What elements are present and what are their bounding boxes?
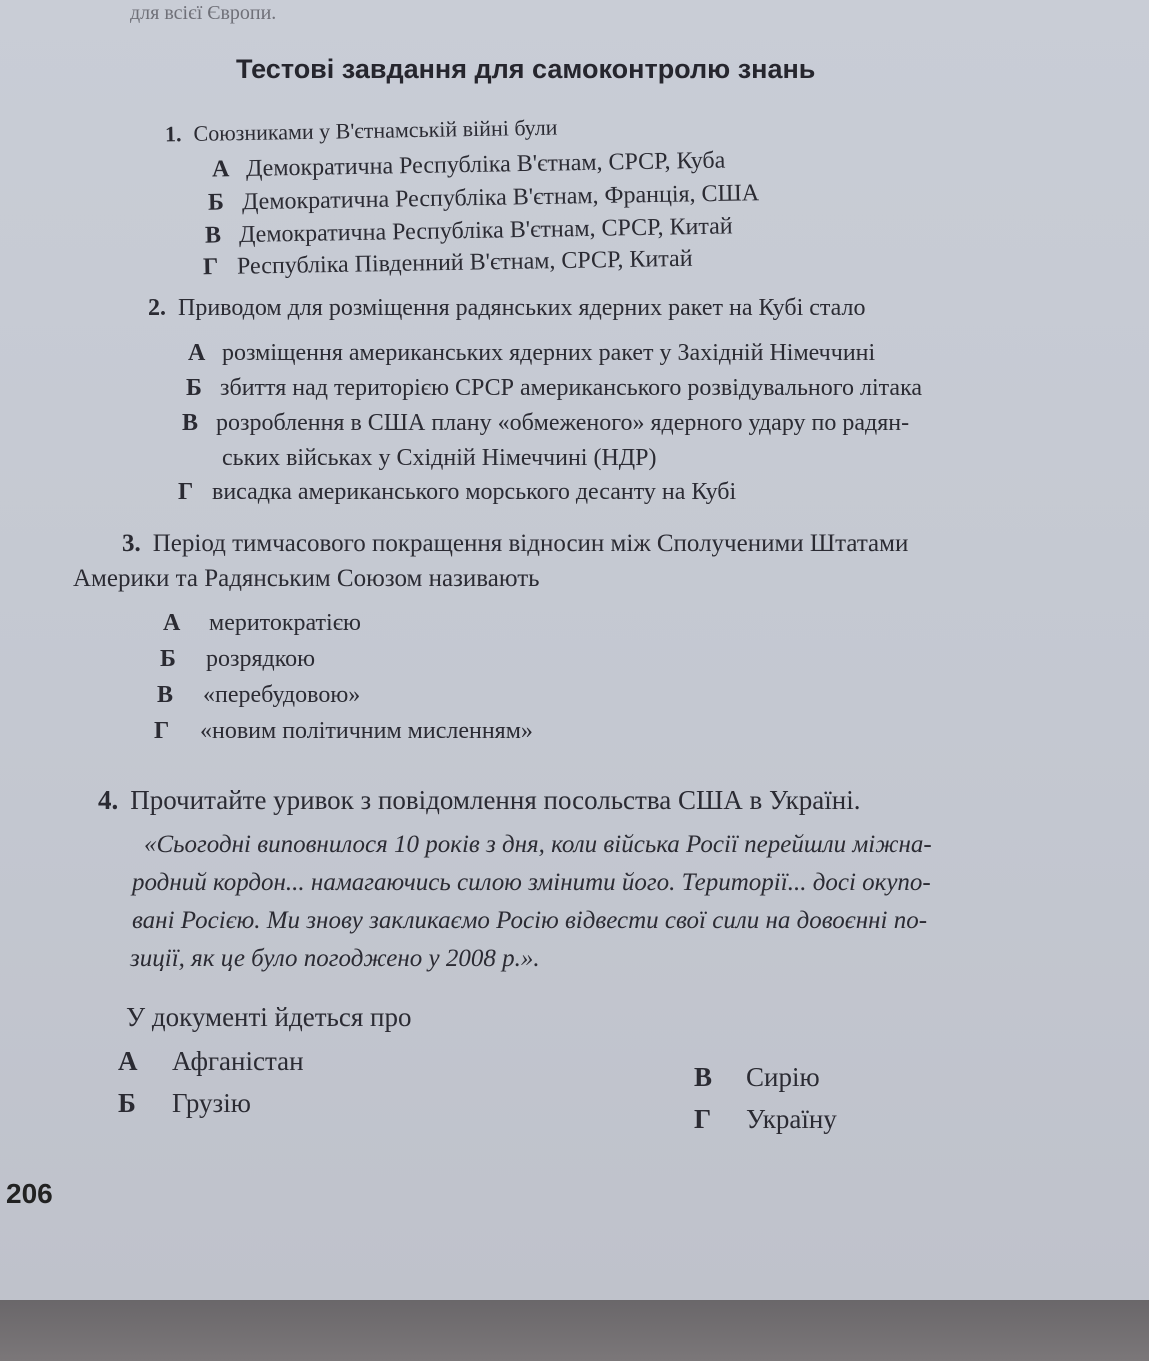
- option-letter: А: [188, 340, 206, 366]
- option-letter: Б: [207, 189, 225, 216]
- option-text: «новим політичним мисленням»: [200, 718, 533, 744]
- previous-text-fragment: для всієї Європи.: [130, 2, 277, 24]
- question-text: Період тимчасового покращення відносин між Сполученими Штатами: [152, 530, 909, 557]
- option-text: меритократією: [209, 610, 361, 636]
- option-text: збиття над територією СРСР американського розвідувального літака: [220, 375, 923, 401]
- option-letter: Б: [160, 646, 176, 672]
- answer-option: [212, 148, 726, 184]
- option-letter: Г: [202, 254, 219, 281]
- question-2: [148, 295, 866, 322]
- question-number: 4.: [98, 785, 119, 815]
- option-text: Грузію: [172, 1088, 251, 1118]
- option-text: висадка американського морського десанту на Кубі: [212, 479, 737, 505]
- answer-option: [694, 1062, 820, 1093]
- answer-option: [178, 479, 736, 506]
- option-letter: А: [211, 156, 230, 183]
- answer-option: [186, 375, 922, 402]
- answer-option: [154, 718, 533, 745]
- option-letter: А: [163, 610, 181, 636]
- answer-option: [694, 1104, 837, 1135]
- option-text: Україну: [746, 1104, 837, 1134]
- option-text: Республіка Південний В'єтнам, СРСР, Китай: [236, 245, 693, 280]
- question-text: Союзниками у В'єтнамській війні були: [193, 114, 558, 146]
- answer-option: [182, 410, 909, 437]
- option-text: Демократична Республіка В'єтнам, Франція, США: [241, 180, 760, 216]
- option-letter: В: [204, 222, 222, 249]
- answer-option: [163, 610, 361, 637]
- question-1: [165, 115, 558, 148]
- question-3: [122, 530, 908, 558]
- answer-option: [160, 646, 315, 673]
- option-text: розроблення в США плану «обмеженого» ядерного удару по радян-: [216, 410, 910, 436]
- option-letter: В: [157, 682, 174, 708]
- answer-option: [208, 180, 760, 217]
- option-letter: Г: [154, 718, 170, 744]
- answer-option: [118, 1046, 304, 1077]
- page-number: 206: [6, 1178, 53, 1209]
- option-letter: Г: [694, 1104, 712, 1134]
- option-text: Сирію: [746, 1062, 820, 1092]
- option-continuation: ських військах у Східній Німеччині (НДР): [222, 445, 657, 471]
- question-number: 2.: [148, 295, 166, 321]
- quote-line: вані Росією. Ми знову закликаємо Росію відвести свої сили на довоєнні по-: [132, 907, 928, 934]
- option-letter: В: [182, 410, 199, 436]
- option-letter: Г: [178, 479, 194, 505]
- option-text: Демократична Республіка В'єтнам, СРСР, Куба: [245, 147, 726, 182]
- answer-option: [203, 246, 693, 282]
- option-letter: Б: [186, 375, 202, 401]
- question-4: [98, 785, 861, 816]
- question-text-continuation: Америки та Радянським Союзом називають: [73, 565, 540, 592]
- option-text: розміщення американських ядерних ракет у Західній Німеччині: [222, 340, 876, 366]
- option-text: Афганістан: [172, 1046, 304, 1076]
- question-text: Прочитайте уривок з повідомлення посольства США в Україні.: [130, 785, 861, 815]
- answer-option: [157, 682, 360, 709]
- option-text: Демократична Республіка В'єтнам, СРСР, Китай: [238, 213, 733, 249]
- question-number: 3.: [122, 530, 141, 557]
- option-letter: Б: [118, 1088, 136, 1118]
- answer-option: [205, 213, 733, 249]
- section-heading: Тестові завдання для самоконтролю знань: [236, 54, 816, 84]
- desk-surface: [0, 1300, 1149, 1361]
- quote-line: «Сьогодні виповнилося 10 років з дня, коли війська Росії перейшли міжна-: [144, 831, 932, 858]
- question-prompt: У документі йдеться про: [126, 1002, 412, 1032]
- option-letter: А: [118, 1046, 138, 1076]
- question-number: 1.: [164, 121, 182, 147]
- answer-option: [188, 340, 875, 367]
- option-text: «перебудовою»: [203, 682, 361, 708]
- option-letter: В: [694, 1062, 713, 1092]
- option-text: розрядкою: [206, 646, 316, 672]
- quote-line: родний кордон... намагаючись силою змінити його. Території... досі окупо-: [132, 869, 931, 896]
- answer-option: [118, 1088, 251, 1119]
- quote-line: зиції, як це було погоджено у 2008 р.».: [130, 945, 540, 972]
- question-text: Приводом для розміщення радянських ядерних ракет на Кубі стало: [178, 295, 866, 321]
